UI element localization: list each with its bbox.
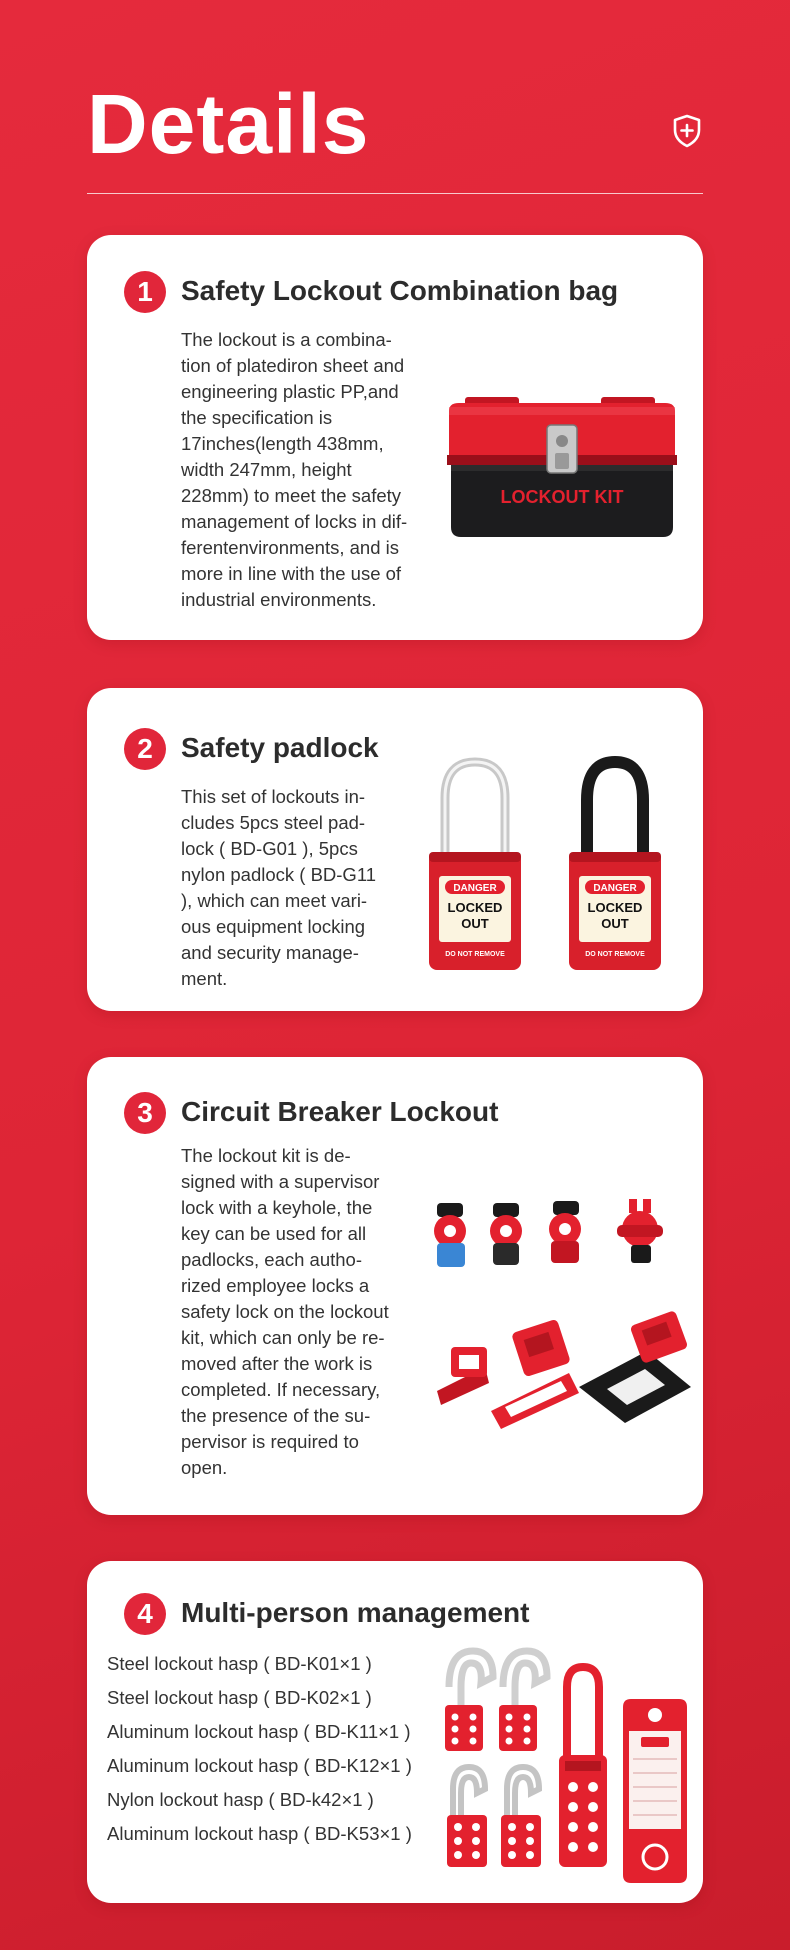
section-heading: Safety Lockout Combination bag: [181, 275, 619, 306]
list-item: Aluminum lockout hasp ( BD-K53×1 ): [107, 1823, 412, 1844]
list-item: Aluminum lockout hasp ( BD-K11×1 ): [107, 1721, 411, 1742]
title-divider: [87, 193, 703, 194]
svg-text:DO NOT REMOVE: DO NOT REMOVE: [445, 951, 505, 958]
lockout-kit-toolbox-image: [443, 395, 681, 545]
lockout-hasps-image: [443, 1647, 691, 1887]
steel-padlock-image: [425, 756, 525, 976]
page-title: Details: [87, 77, 370, 171]
svg-text:DO NOT REMOVE: DO NOT REMOVE: [585, 951, 645, 958]
section-number-badge: 3: [124, 1092, 166, 1134]
hasp-list: [107, 1647, 412, 1851]
svg-text:OUT: OUT: [601, 916, 629, 931]
svg-text:DANGER: DANGER: [453, 883, 497, 894]
section-number-badge: 2: [124, 728, 166, 770]
list-item: Steel lockout hasp ( BD-K02×1 ): [107, 1687, 372, 1708]
section-description: The lockout is a combina- tion of platediron sheet and engineering plastic PP,and the specification is 17inches(length 438mm, width 247mm, height 228mm) to meet the safety management of locks in dif- ferentenvironments, and is more in line with the use of industrial environments.: [181, 329, 408, 610]
card-multi-person-management: [87, 1561, 703, 1903]
section-description: This set of lockouts in- cludes 5pcs steel pad- lock ( BD-G01 ), 5pcs nylon padlock ( BD-G11 ), which can meet vari- ous equipment locking and security manage- ment.: [181, 786, 377, 989]
svg-text:LOCKED: LOCKED: [447, 900, 503, 915]
card-safety-padlock: [87, 688, 703, 1011]
card-circuit-breaker-lockout: [87, 1057, 703, 1515]
list-item: Nylon lockout hasp ( BD-k42×1 ): [107, 1789, 374, 1810]
section-heading: Multi-person management: [181, 1597, 530, 1628]
shield-plus-icon: [672, 114, 702, 148]
list-item: Steel lockout hasp ( BD-K01×1 ): [107, 1653, 372, 1674]
nylon-padlock-image: [565, 756, 665, 976]
svg-text:DANGER: DANGER: [593, 883, 637, 894]
section-number-badge: 1: [124, 271, 166, 313]
circuit-breaker-lockouts-image: [429, 1197, 695, 1429]
section-description: The lockout kit is de- signed with a supervisor lock with a keyhole, the key can be used for all padlocks, each autho- rized employee locks a safety lock on the lockout kit, which can only be re- moved after the work is completed. If necessary, the presence of the su- pervisor is required to open.: [181, 1145, 389, 1478]
svg-text:LOCKED: LOCKED: [587, 900, 643, 915]
section-number-badge: 4: [124, 1593, 166, 1635]
section-heading: Circuit Breaker Lockout: [181, 1096, 499, 1127]
section-heading: Safety padlock: [181, 732, 379, 763]
lockout-kit-label: LOCKOUT KIT: [500, 487, 624, 507]
card-combination-bag: [87, 235, 703, 640]
svg-text:OUT: OUT: [461, 916, 489, 931]
list-item: Aluminum lockout hasp ( BD-K12×1 ): [107, 1755, 412, 1776]
